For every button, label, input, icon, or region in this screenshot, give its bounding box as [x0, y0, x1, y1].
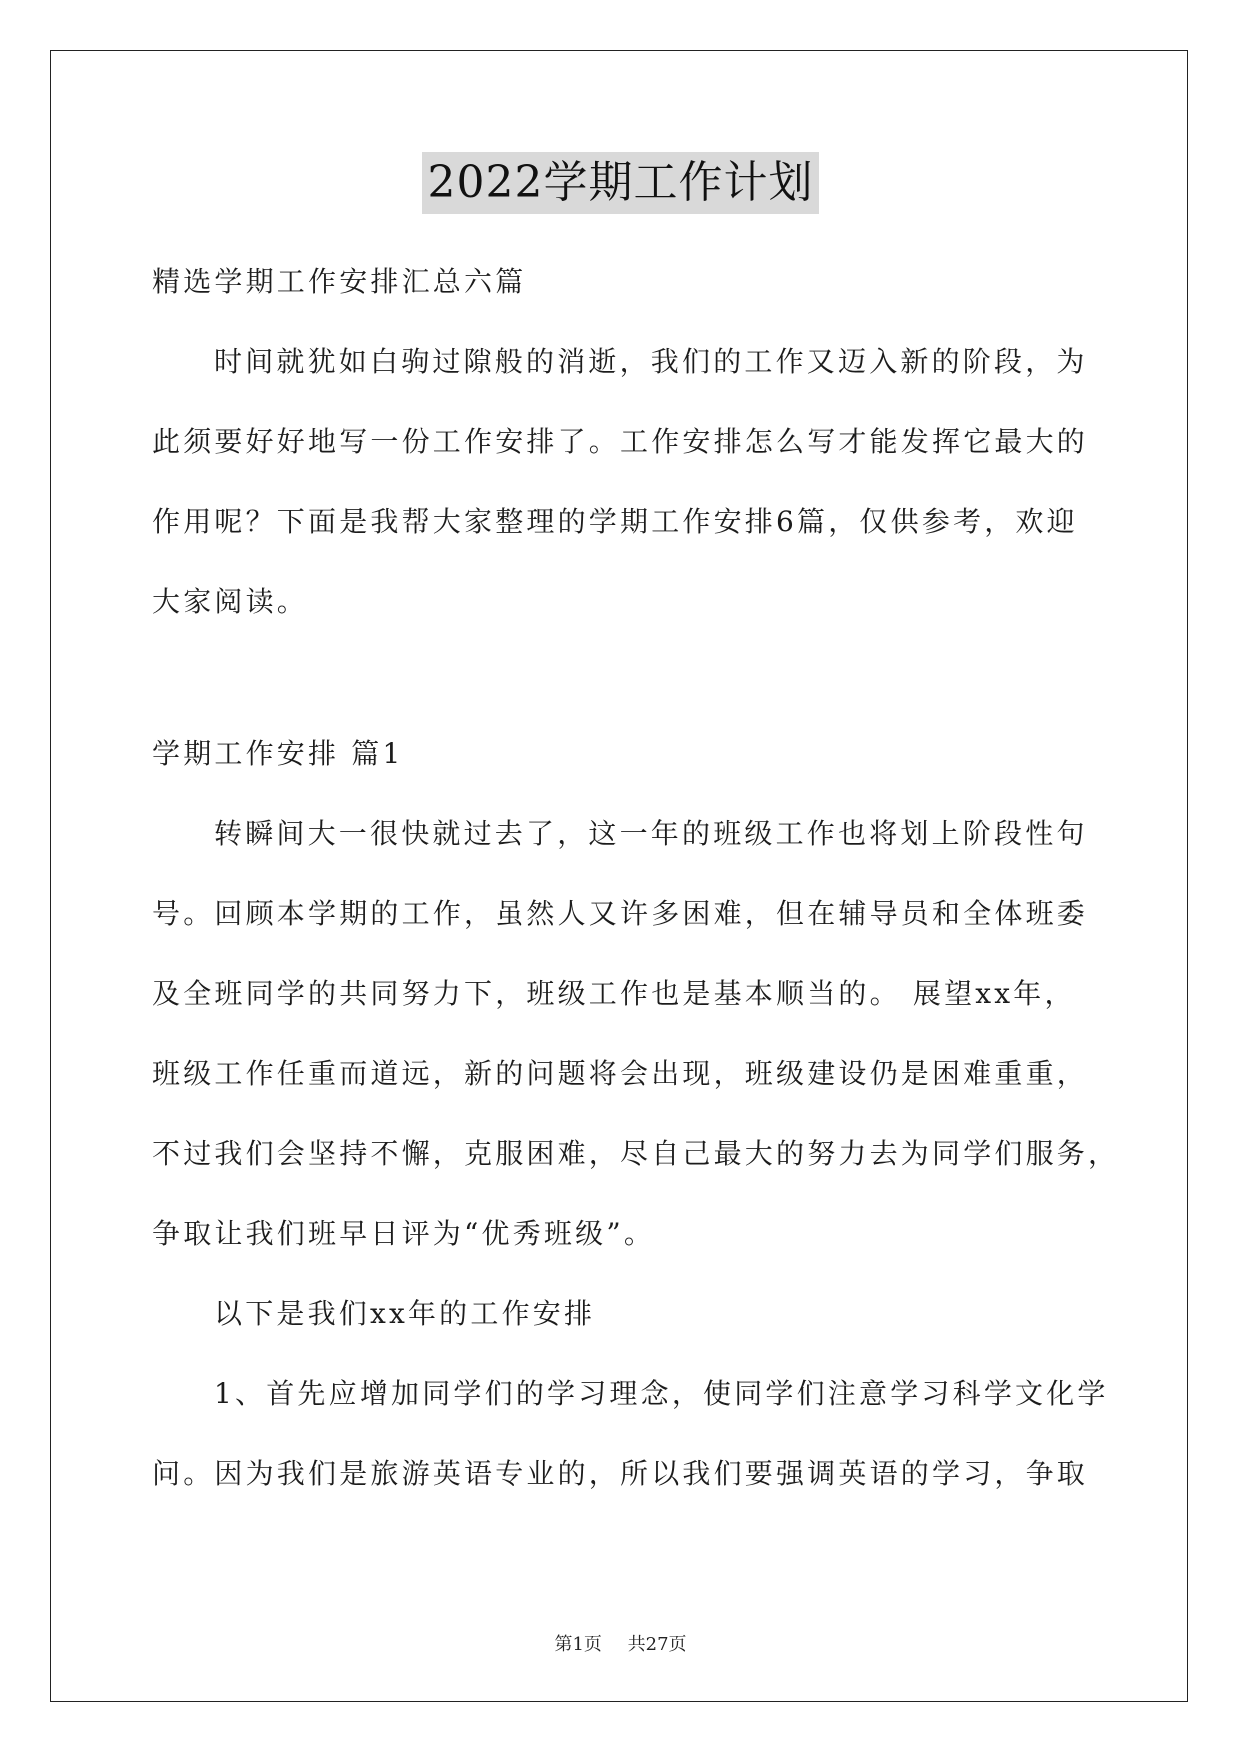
intro-line: 作用呢？下面是我帮大家整理的学期工作安排6篇，仅供参考，欢迎 [152, 505, 1078, 538]
section-line: 号。回顾本学期的工作，虽然人又许多困难，但在辅导员和全体班委 [152, 897, 1089, 930]
intro-line: 大家阅读。 [152, 585, 309, 618]
paragraph-gap [152, 642, 1092, 714]
page-number: 第1页 [554, 1634, 602, 1655]
section-line: 转瞬间大一很快就过去了，这一年的班级工作也将划上阶段性句 [214, 817, 1088, 850]
section-line: 班级工作任重而道远，新的问题将会出现，班级建设仍是困难重重， [152, 1057, 1089, 1090]
section-heading: 学期工作安排 篇1 [152, 737, 404, 770]
document-body [152, 242, 1120, 1514]
intro-line: 此须要好好地写一份工作安排了。工作安排怎么写才能发挥它最大的 [152, 425, 1089, 458]
intro-line: 时间就犹如白驹过隙般的消逝，我们的工作又迈入新的阶段，为 [214, 345, 1088, 378]
subtitle: 精选学期工作安排汇总六篇 [152, 265, 527, 298]
document-title: 2022学期工作计划 [422, 152, 820, 214]
item-line: 问。因为我们是旅游英语专业的，所以我们要强调英语的学习，争取 [152, 1457, 1089, 1490]
title-container [0, 152, 1241, 214]
page-footer [0, 1630, 1241, 1656]
plan-intro: 以下是我们xx年的工作安排 [214, 1297, 596, 1330]
item-line: 1、首先应增加同学们的学习理念，使同学们注意学习科学文化学 [214, 1377, 1109, 1410]
page-total: 共27页 [627, 1634, 687, 1655]
section-line: 不过我们会坚持不懈，克服困难，尽自己最大的努力去为同学们服务， [152, 1137, 1120, 1170]
section-line: 争取让我们班早日评为“优秀班级”。 [152, 1217, 656, 1250]
section-line: 及全班同学的共同努力下，班级工作也是基本顺当的。 展望xx年， [152, 977, 1076, 1010]
